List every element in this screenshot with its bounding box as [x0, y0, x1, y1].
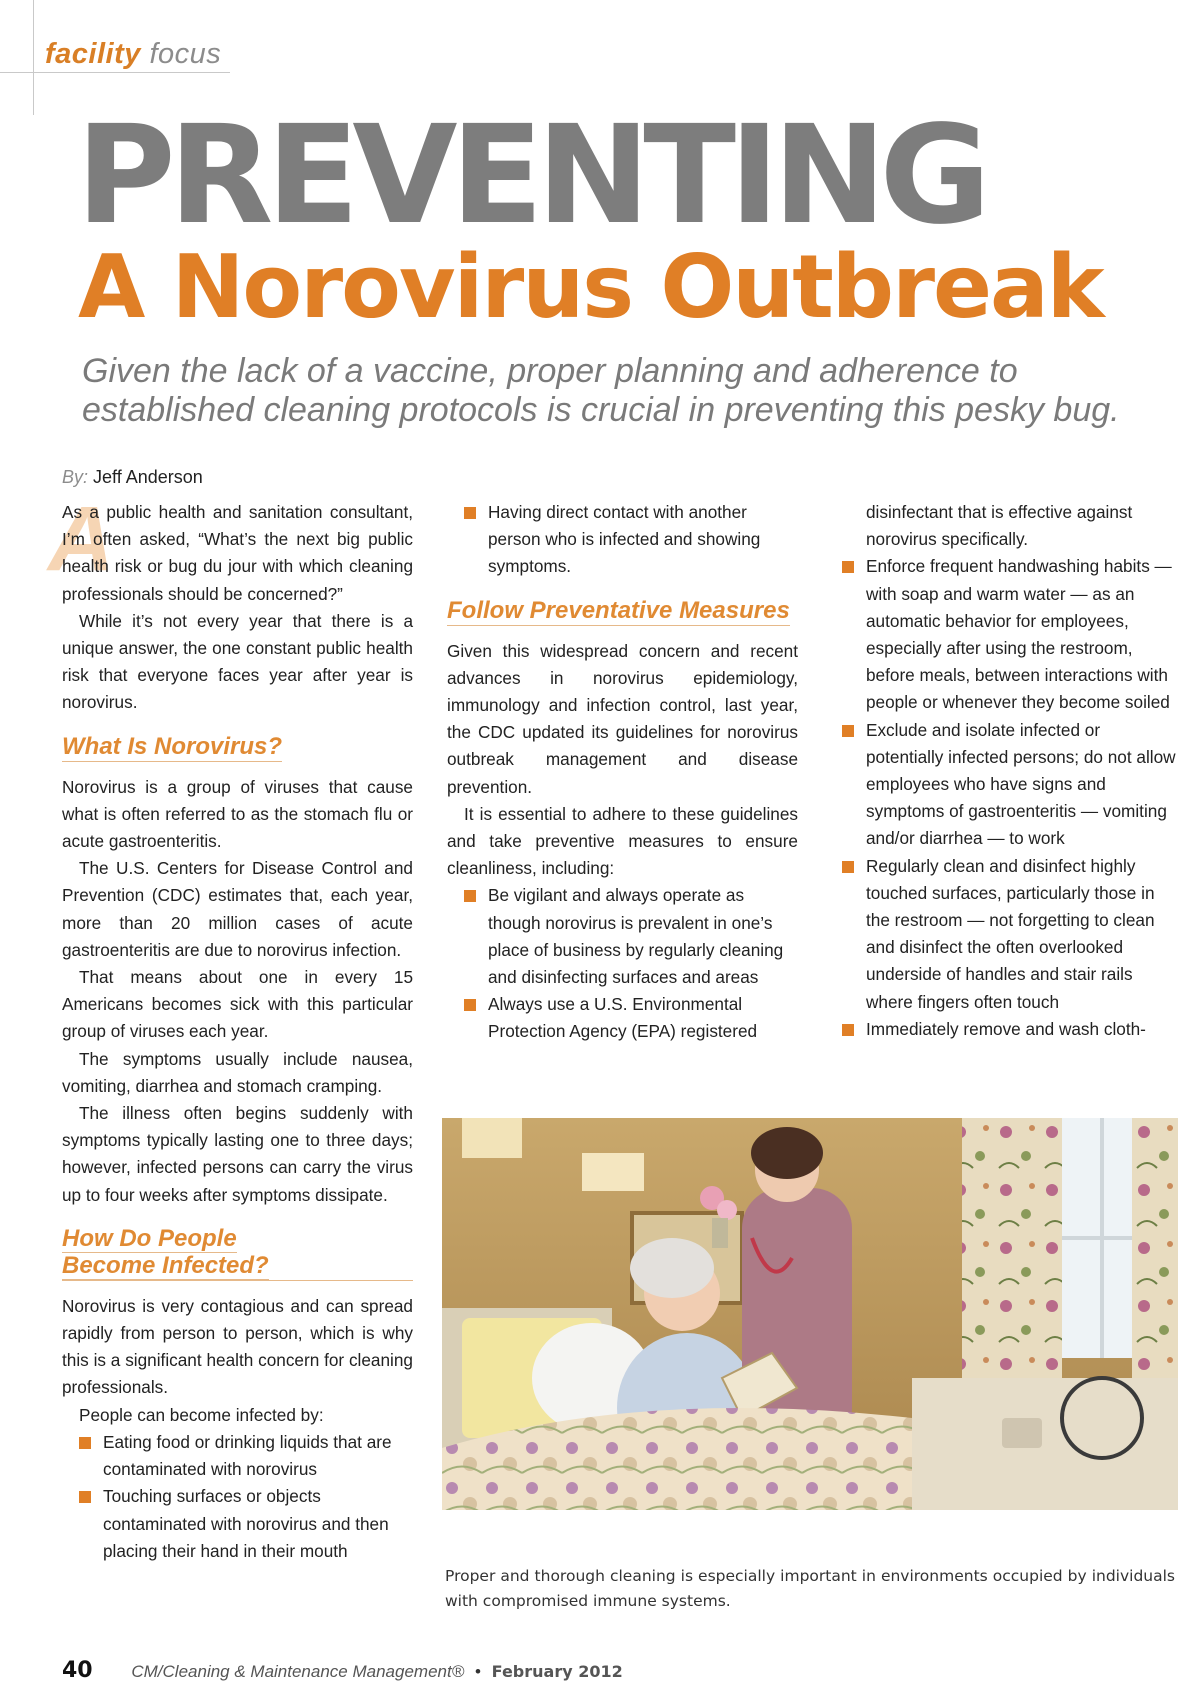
- subhead-what-is-norovirus: What Is Norovirus?: [62, 732, 283, 760]
- page-number: 40: [62, 1658, 93, 1683]
- list-item-text: Enforce frequent handwashing habits — with soap and warm water — as an automatic behavior for employees, especially after using the restroom, before meals, between interactions with people or whenever they become soiled: [866, 556, 1172, 713]
- headline-line2: A Norovirus Outbreak: [78, 236, 1103, 338]
- section-tag: [45, 38, 221, 71]
- paragraph: The symptoms usually include nausea, vomiting, diarrhea and stomach cramping.: [62, 1048, 413, 1096]
- list-item: [447, 991, 798, 1045]
- corner-rule-horizontal: [0, 72, 230, 73]
- subhead-how-infected: [62, 1225, 413, 1281]
- article-column-2: [447, 499, 798, 1046]
- byline-author: Jeff Anderson: [93, 467, 203, 487]
- paragraph: That means about one in every 15 Americans becomes sick with this particular group of viruses each year.: [62, 967, 413, 1042]
- bullet-square-icon: [842, 561, 854, 573]
- list-item-text: Touching surfaces or objects contaminated with norovirus and then placing their hand in their mouth: [103, 1486, 389, 1561]
- list-item: [842, 1016, 1180, 1043]
- bullet-square-icon: [842, 725, 854, 737]
- list-item: [842, 553, 1180, 716]
- article-column-1: [48, 488, 413, 1565]
- list-item-text: Immediately remove and wash cloth-: [866, 1018, 1146, 1039]
- list-item-text: Regularly clean and disinfect highly touched surfaces, particularly those in the restroom — not forgetting to clean and disinfect the often overlooked underside of handles and stair rails where fingers often touch: [866, 855, 1155, 1012]
- dropcap: A: [48, 488, 115, 590]
- list-item-text: Always use a U.S. Environmental Protection Agency (EPA) registered: [488, 994, 758, 1042]
- photo-caption: Proper and thorough cleaning is especially important in environments occupied by individuals with compromised immune systems.: [445, 1567, 1175, 1610]
- list-item-continued: [842, 499, 1180, 553]
- byline-prefix: By:: [62, 467, 89, 487]
- list-item: [447, 882, 798, 991]
- subhead-follow-preventative-measures: Follow Preventative Measures: [447, 596, 790, 624]
- section-tag-word1: facility: [45, 38, 141, 70]
- paragraph: While it’s not every year that there is a unique answer, the one constant public health risk that everyone faces year after year is norovirus.: [62, 610, 413, 713]
- paragraph: Norovirus is a group of viruses that cause what is often referred to as the stomach flu or acute gastroenteritis.: [62, 776, 413, 852]
- paragraph: The U.S. Centers for Disease Control and Prevention (CDC) estimates that, each year, more than 20 million cases of acute gastroenteritis are due to norovirus infection.: [62, 858, 413, 960]
- subhead-line: How Do People: [62, 1224, 237, 1252]
- bullet-square-icon: [79, 1491, 91, 1503]
- list-item: [842, 853, 1180, 1016]
- list-item: [842, 717, 1180, 853]
- bullet-square-icon: [79, 1437, 91, 1449]
- list-item-text: Exclude and isolate infected or potentially infected persons; do not allow employees who have signs and symptoms of gastroenteritis — vomiting and/or diarrhea — to work: [866, 719, 1176, 849]
- bullet-list: [447, 499, 798, 581]
- bullet-list: [447, 882, 798, 1045]
- list-item-text: Having direct contact with another person who is infected and showing symptoms.: [488, 502, 761, 577]
- intro-paragraph: As a public health and sanitation consultant, I’m often asked, “What’s the next big public health risk or bug du jour with which cleaning professionals should be concerned?”: [62, 502, 413, 604]
- article-photo: [442, 1118, 1178, 1510]
- paragraph: People can become infected by:: [79, 1404, 324, 1425]
- paragraph: Norovirus is very contagious and can spread rapidly from person to person, which is why this is a significant health concern for cleaning professionals.: [62, 1295, 413, 1398]
- issue-date: February 2012: [491, 1662, 623, 1681]
- list-item-text: disinfectant that is effective against norovirus specifically.: [866, 502, 1133, 550]
- bullet-list: [62, 1429, 413, 1565]
- magazine-name: CM/Cleaning & Maintenance Management®: [131, 1662, 465, 1681]
- subhead-line: Become Infected?: [62, 1251, 269, 1279]
- list-item-text: Eating food or drinking liquids that are contaminated with norovirus: [103, 1431, 392, 1480]
- byline: [62, 467, 203, 488]
- deck-subtitle: Given the lack of a vaccine, proper planning and adherence to established cleaning protocols is crucial in preventing this pesky bug.: [82, 352, 1120, 429]
- paragraph: It is essential to adhere to these guidelines and take preventive measures to ensure cleanliness, including:: [447, 803, 798, 879]
- corner-rule-vertical: [33, 0, 34, 115]
- article-column-3: [842, 499, 1180, 1043]
- photo-nurse-patient-illustration: [442, 1118, 1178, 1510]
- bullet-square-icon: [464, 999, 476, 1011]
- section-tag-word2: focus: [149, 38, 222, 70]
- footer-separator: •: [474, 1662, 481, 1681]
- headline-line1: PREVENTING: [76, 97, 985, 255]
- page-footer: [62, 1658, 623, 1683]
- list-item: [447, 499, 798, 581]
- list-item: [62, 1483, 413, 1565]
- list-item: [62, 1429, 413, 1483]
- bullet-square-icon: [464, 890, 476, 902]
- bullet-square-icon: [842, 861, 854, 873]
- paragraph: Given this widespread concern and recent advances in norovirus epidemiology, immunology and infection control, last year, the CDC updated its guidelines for norovirus outbreak management and disease prevention.: [447, 640, 798, 797]
- paragraph: The illness often begins suddenly with symptoms typically lasting one to three days; however, infected persons can carry the virus up to four weeks after symptoms dissipate.: [62, 1103, 413, 1205]
- bullet-list: [842, 499, 1180, 1043]
- bullet-square-icon: [464, 507, 476, 519]
- list-item-text: Be vigilant and always operate as though norovirus is prevalent in one’s place of business by regularly cleaning and disinfecting surfaces and areas: [488, 885, 784, 988]
- bullet-square-icon: [842, 1024, 854, 1036]
